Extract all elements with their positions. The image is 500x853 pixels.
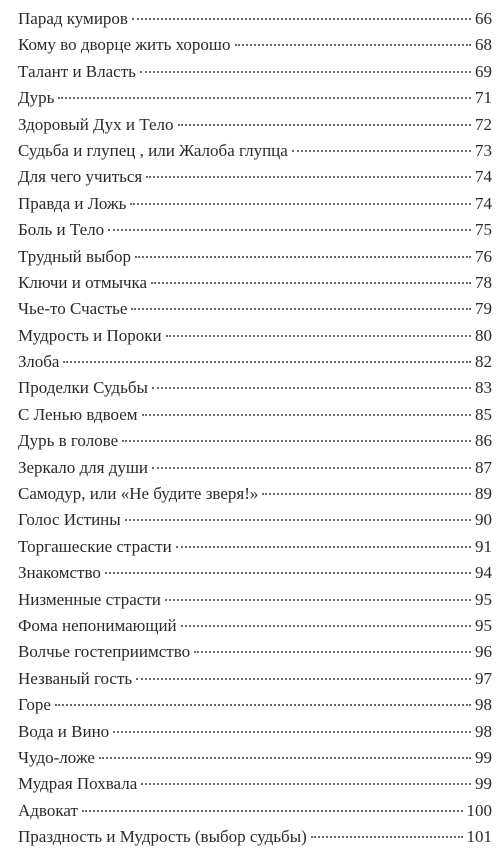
toc-entry [18,349,492,375]
toc-entry [18,745,492,771]
toc-entry-title: Волчье гостеприимство [18,642,191,662]
toc-entry-page-number: 87 [475,457,492,477]
toc-entry [18,6,492,32]
toc-entry-page-number: 90 [475,510,492,530]
toc-entry [18,666,492,692]
toc-entry-title: Талант и Власть [18,61,136,81]
toc-entry [18,613,492,639]
toc-entry-title: Кому во дворце жить хорошо [18,35,231,55]
dot-leader [181,625,471,627]
dot-leader [82,810,463,812]
toc-entry-title: Для чего учиться [18,167,143,187]
dot-leader [141,783,471,785]
dot-leader [142,414,471,416]
toc-entry-page-number: 94 [475,563,492,583]
toc-entry [18,164,492,190]
toc-entry [18,719,492,745]
toc-entry-page-number: 101 [466,827,492,847]
dot-leader [152,467,471,469]
toc-entry [18,112,492,138]
toc-entry-title: Незваный гость [18,668,133,688]
dot-leader [131,308,471,310]
dot-leader [130,203,471,205]
toc-entry-title: Дурь в голове [18,431,119,451]
dot-leader [108,229,471,231]
toc-entry-title: Проделки Судьбы [18,378,148,398]
toc-entry [18,639,492,665]
toc-entry-page-number: 80 [475,325,492,345]
dot-leader [178,124,472,126]
toc-entry-title: Голос Истины [18,510,121,530]
toc-entry-page-number: 71 [475,88,492,108]
toc-entry [18,59,492,85]
toc-entry-page-number: 91 [475,536,492,556]
toc-entry-title: Парад кумиров [18,9,128,28]
toc-entry-page-number: 97 [475,668,492,688]
toc-entry-page-number: 83 [475,378,492,398]
toc-entry-page-number: 74 [475,167,492,187]
toc-entry-title: Чье-то Счастье [18,299,128,319]
dot-leader [235,44,471,46]
toc-entry-page-number: 100 [466,800,492,820]
toc-entry [18,270,492,296]
dot-leader [140,71,471,73]
toc-entry-title: Мудрость и Пороки [18,325,162,345]
toc-entry-page-number: 98 [475,721,492,741]
toc-entry-page-number: 98 [475,695,492,715]
toc-entry [18,798,492,824]
toc-entry-page-number: 76 [475,246,492,266]
toc-entry-title: Дурь [18,88,55,108]
toc-entry [18,560,492,586]
toc-entry-page-number: 99 [475,774,492,794]
dot-leader [105,572,471,574]
toc-entry [18,587,492,613]
toc-entry-page-number: 69 [475,61,492,81]
toc-entry-title: Судьба и глупец , или Жалоба глупца [18,140,288,160]
toc-entry-page-number: 73 [475,140,492,160]
toc-entry-page-number: 75 [475,220,492,240]
toc-entry [18,85,492,111]
toc-entry-title: Трудный выбор [18,246,132,266]
toc-entry-page-number: 79 [475,299,492,319]
dot-leader [63,361,471,363]
dot-leader [311,836,463,838]
toc-entry-page-number: 99 [475,747,492,767]
dot-leader [176,546,471,548]
toc-entry-page-number: 78 [475,272,492,292]
dot-leader [194,651,471,653]
toc-entry-page-number: 95 [475,589,492,609]
dot-leader [135,256,471,258]
toc-entry-title: Боль и Тело [18,220,105,240]
toc-entry [18,771,492,797]
toc-entry-title: Здоровый Дух и Тело [18,114,174,134]
dot-leader [99,757,471,759]
toc-entry [18,244,492,270]
toc-entry-title: Вода и Вино [18,721,110,741]
toc-entry [18,296,492,322]
toc-entry-page-number: 66 [475,9,492,28]
toc-entry-page-number: 68 [475,35,492,55]
toc-entry-page-number: 95 [475,615,492,635]
dot-leader [151,282,471,284]
toc-entry [18,32,492,58]
toc-entry [18,191,492,217]
toc-entry-page-number: 82 [475,352,492,372]
toc-entry [18,375,492,401]
dot-leader [122,440,471,442]
toc-entry-title: Фома непонимающий [18,615,177,635]
toc-entry-title: Самодур, или «Не будите зверя!» [18,484,259,504]
toc-entry [18,138,492,164]
toc-entry-page-number: 72 [475,114,492,134]
toc-entry-title: Низменные страсти [18,589,161,609]
toc-entry [18,824,492,850]
toc-entry-title: Знакомство [18,563,101,583]
toc-entry [18,402,492,428]
dot-leader [55,704,471,706]
toc-entry-title: Правда и Ложь [18,193,127,213]
dot-leader [125,519,471,521]
dot-leader [58,97,471,99]
toc-entry [18,217,492,243]
dot-leader [166,335,471,337]
toc-entry-page-number: 86 [475,431,492,451]
toc-entry-page-number: 85 [475,404,492,424]
toc-entry [18,428,492,454]
toc-entry-title: Праздность и Мудрость (выбор судьбы) [18,827,307,847]
dot-leader [262,493,471,495]
dot-leader [146,176,471,178]
dot-leader [132,18,471,20]
toc-entry [18,692,492,718]
toc-entry-title: Ключи и отмычка [18,272,148,292]
toc-entry-title: Горе [18,695,51,715]
dot-leader [136,678,471,680]
toc-entry-title: С Ленью вдвоем [18,404,138,424]
dot-leader [292,150,471,152]
dot-leader [152,387,471,389]
dot-leader [113,731,471,733]
toc-entry-page-number: 89 [475,484,492,504]
toc-entry [18,507,492,533]
toc-entry-title: Адвокат [18,800,78,820]
toc-entry-page-number: 74 [475,193,492,213]
toc-entry-title: Зеркало для души [18,457,149,477]
toc-entry [18,455,492,481]
table-of-contents [18,6,492,851]
toc-entry [18,534,492,560]
toc-entry-title: Чудо-ложе [18,747,95,767]
toc-entry-title: Злоба [18,352,60,372]
dot-leader [165,599,471,601]
toc-entry [18,323,492,349]
toc-entry-page-number: 96 [475,642,492,662]
toc-entry-title: Торгашеские страсти [18,536,172,556]
toc-entry-title: Мудрая Похвала [18,774,138,794]
toc-entry [18,481,492,507]
